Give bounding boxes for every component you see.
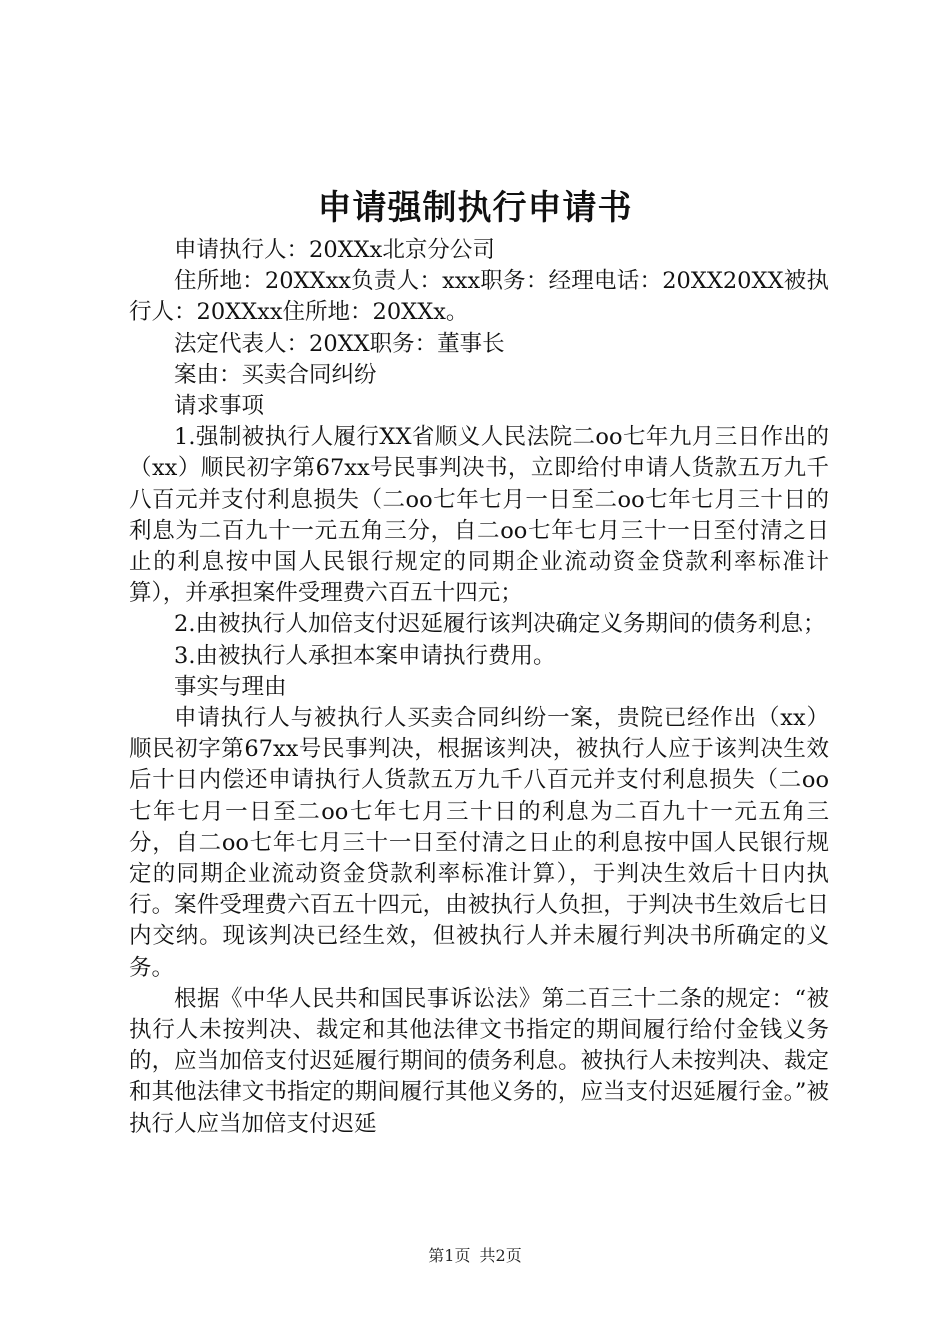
request-item-2: 2.由被执行人加倍支付迟延履行该判决确定义务期间的债务利息；: [174, 611, 826, 638]
document-body: [129, 235, 829, 1140]
facts-heading: 事实与理由: [174, 673, 287, 700]
legal-representative-line: 法定代表人：20XX职务：董事长: [174, 330, 505, 357]
case-cause-line: 案由：买卖合同纠纷: [174, 361, 377, 388]
request-item-1: 1.强制被执行人履行XX省顺义人民法院二oo七年九月三日作出的（xx）顺民初字第67xx号民事判决书，立即给付申请人货款五万九千八百元并支付利息损失（二oo七年七月一日至二oo七年七月三十日的利息为二百九十一元五角三分，自二oo七年七月三十一日至付清之日止的利息按中国人民银行规定的同期企业流动资金贷款利率标准计算），并承担案件受理费六百五十四元；: [129, 424, 829, 607]
applicant-line: 申请执行人：20XXx北京分公司: [174, 237, 495, 263]
requests-heading: 请求事项: [174, 393, 265, 420]
page-number: 第1页: [428, 1246, 471, 1265]
facts-paragraph: 申请执行人与被执行人买卖合同纠纷一案，贵院已经作出（xx）顺民初字第67xx号民事判决，根据该判决，被执行人应于该判决生效后十日内偿还申请执行人货款五万九千八百元并支付利息损失（二oo七年七月一日至二oo七年七月三十日的利息为二百九十一元五角三分，自二oo七年七月三十一日至付清之日止的利息按中国人民银行规定的同期企业流动资金贷款利率标准计算），于判决生效后十日内执行。案件受理费六百五十四元，由被执行人负担，于判决书生效后七日内交纳。现该判决已经生效，但被执行人并未履行判决书所确定的义务。: [129, 705, 829, 981]
request-item-3: 3.由被执行人承担本案申请执行费用。: [174, 642, 556, 669]
document-title: 申请强制执行申请书: [317, 188, 633, 228]
legal-basis-paragraph: 根据《中华人民共和国民事诉讼法》第二百三十二条的规定：“被执行人未按判决、裁定和其他法律文书指定的期间履行给付金钱义务的，应当加倍支付迟延履行期间的债务利息。被执行人未按判决、裁定和其他法律文书指定的期间履行其他义务的，应当支付迟延履行金。”被执行人应当加倍支付迟延: [129, 985, 829, 1137]
address-line: 住所地：20XXxx负责人：xxx职务：经理电话：20XX20XX被执行人：20XXxx住所地：20XXx。: [129, 268, 829, 326]
page-total: 共2页: [479, 1246, 522, 1265]
page-footer: [0, 1246, 950, 1266]
